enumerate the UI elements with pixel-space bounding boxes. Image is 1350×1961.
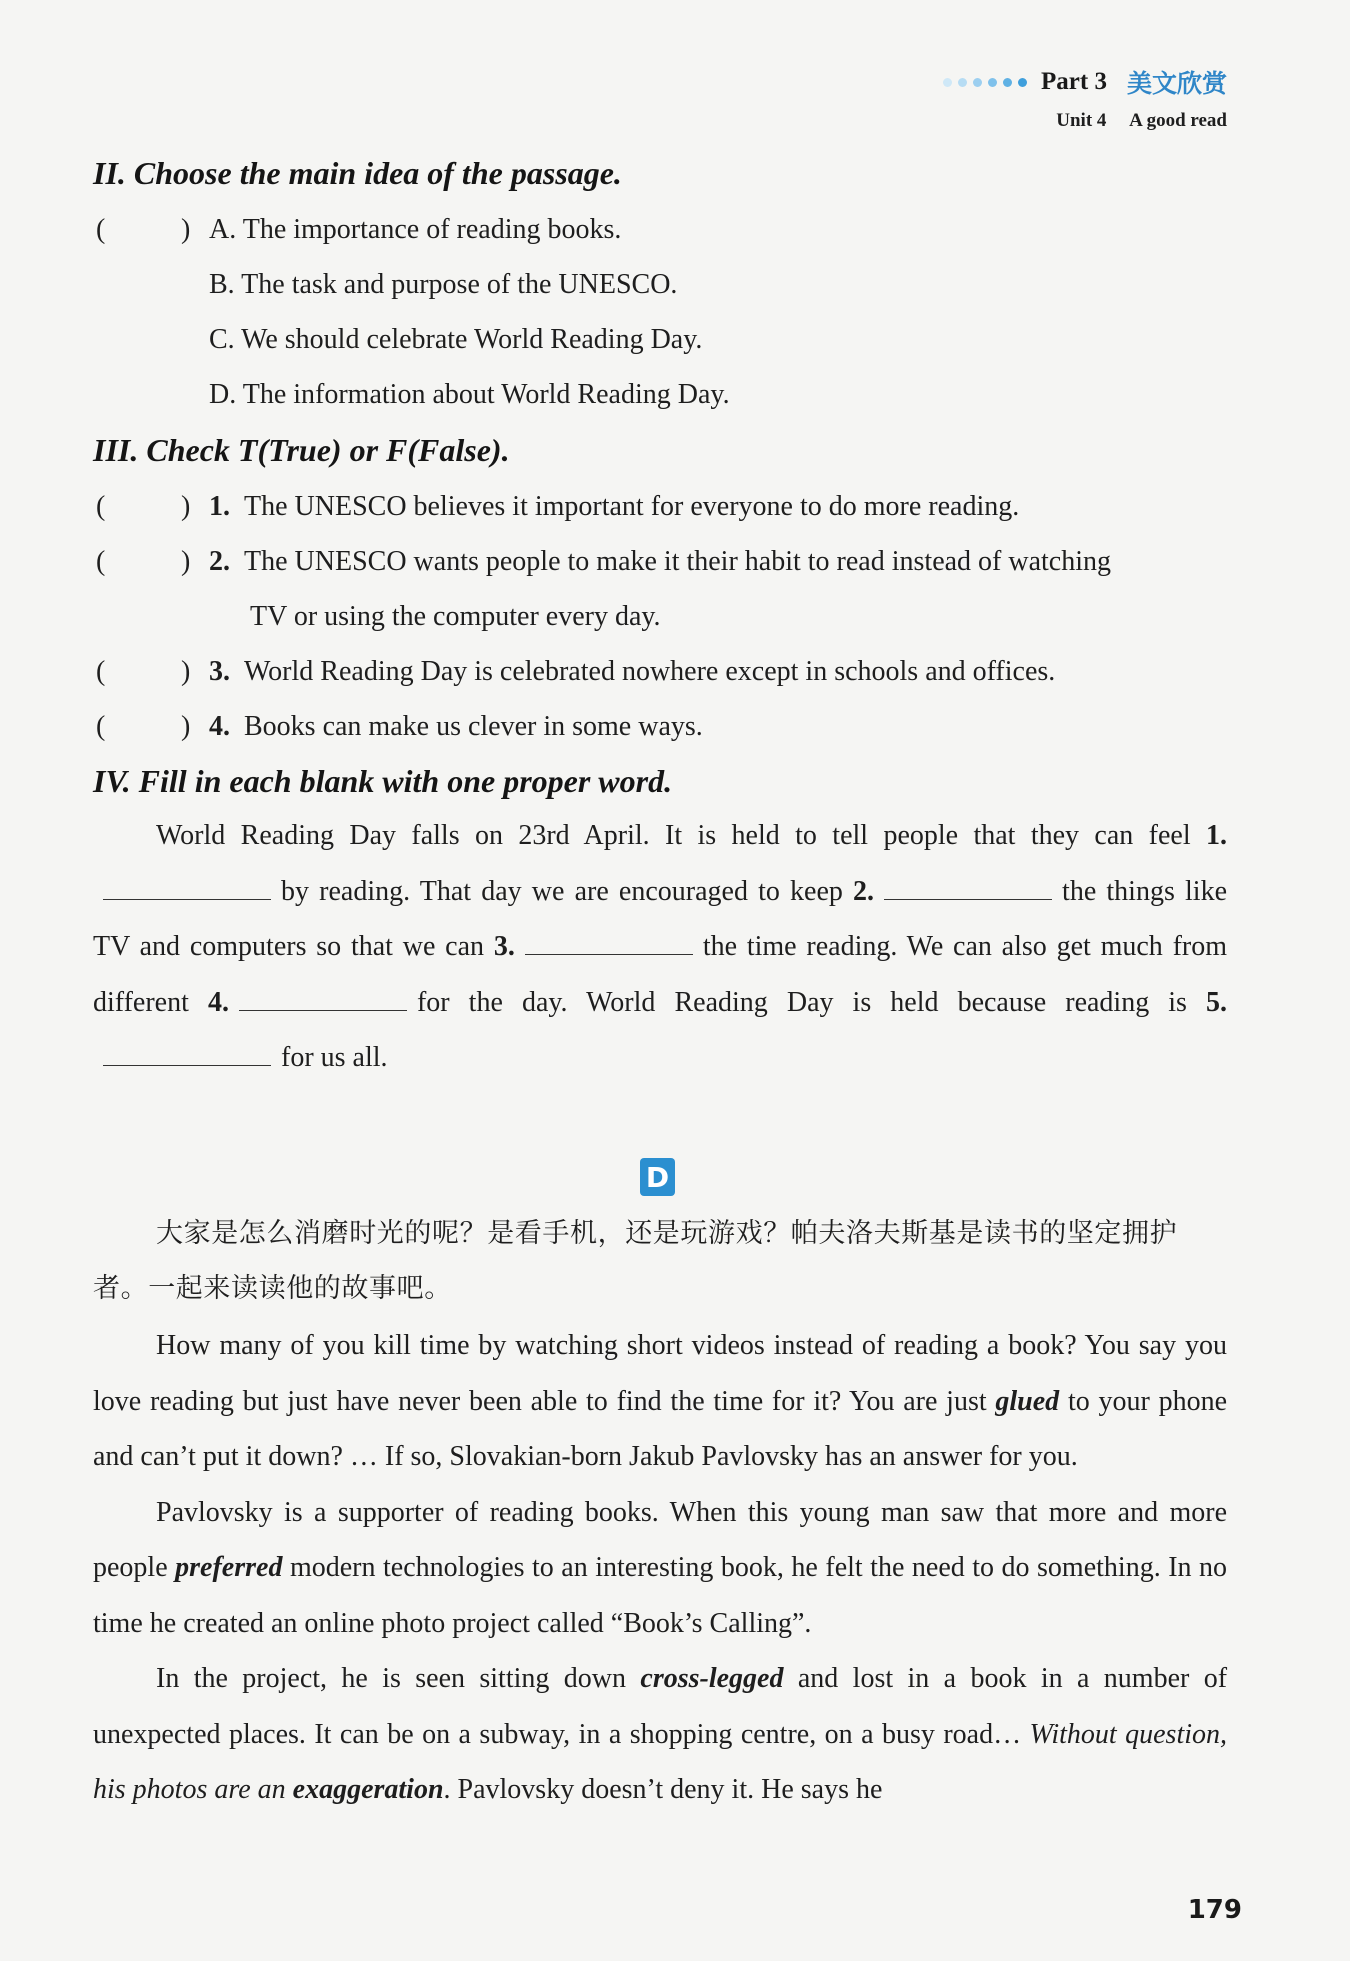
option-row <box>93 312 1227 367</box>
page-header <box>943 64 1227 132</box>
header-dot <box>958 78 967 87</box>
tf-item <box>93 534 1227 589</box>
option-row <box>93 257 1227 312</box>
tf-item <box>93 479 1227 534</box>
passage-text: How many of you kill time by watching short videos instead of reading a book? You say you love reading but just have never been able to find the time for it? You are just <box>93 1330 1227 1417</box>
tf-statement-continued: TV or using the computer every day. <box>250 601 661 632</box>
cloze-text: the time reading. We can also get much from different <box>93 931 1228 1018</box>
blank-number: 1. <box>1206 820 1228 851</box>
header-unit-title: A good read <box>1129 110 1227 131</box>
blank-number: 2. <box>853 875 875 907</box>
header-part: Part 3 <box>1041 68 1107 95</box>
option-row <box>93 367 1227 422</box>
passage-text: In the project, he is seen sitting down <box>156 1663 626 1694</box>
header-dot <box>1003 78 1012 87</box>
answer-paren-close: ) <box>181 711 191 742</box>
tf-item <box>93 699 1227 754</box>
header-dot <box>943 78 952 87</box>
tf-item-text <box>209 479 1019 534</box>
header-part-line <box>943 64 1227 100</box>
answer-paren-open: ( <box>96 656 106 687</box>
tf-item-number: 2. <box>209 546 230 577</box>
italic-phrase: his photos are an <box>93 1774 286 1805</box>
key-word-cross-legged: cross-legged <box>640 1663 784 1694</box>
tf-statement: The UNESCO wants people to make it their habit to read instead of watching <box>244 546 1112 577</box>
answer-paren-close: ) <box>181 491 191 522</box>
answer-paren-open: ( <box>96 546 106 577</box>
blank-2-line[interactable] <box>884 875 1052 900</box>
blank-1-line[interactable] <box>103 875 271 900</box>
passage-paragraph-2 <box>93 1485 1227 1652</box>
blank-number: 4. <box>207 986 229 1018</box>
answer-paren-close: ) <box>181 546 191 577</box>
key-word-glued: glued <box>995 1385 1060 1417</box>
cloze-text: the things like TV and computers so that we can <box>93 875 1227 962</box>
blank-number: 3. <box>493 931 515 962</box>
tf-item-text <box>209 534 1111 589</box>
cloze-paragraph <box>93 808 1227 1086</box>
answer-paren-close: ) <box>181 214 191 245</box>
passage-text: Pavlovsky is a supporter of reading books. When this young man saw that more and more people <box>93 1496 1227 1583</box>
option-a: A. The importance of reading books. <box>209 214 622 245</box>
section-main-idea <box>93 155 1227 422</box>
answer-paren-open: ( <box>96 491 106 522</box>
header-dot <box>988 78 997 87</box>
tf-statement: The UNESCO believes it important for everyone to do more reading. <box>244 491 1020 522</box>
section-d-passage <box>93 1206 1227 1818</box>
header-dots-decoration <box>943 78 1027 87</box>
header-dot <box>973 78 982 87</box>
passage-paragraph-3 <box>93 1651 1227 1818</box>
passage-paragraph-1 <box>93 1318 1227 1485</box>
passage-text: modern technologies to an interesting book, he felt the need to do something. In no time he created an online photo project called “Book’s Calling”. <box>93 1552 1228 1639</box>
cloze-text: by reading. That day we are encouraged to keep <box>281 875 843 907</box>
header-unit-line <box>943 110 1227 132</box>
option-c: C. We should celebrate World Reading Day. <box>209 324 703 355</box>
section-fill-blanks <box>93 763 1227 1086</box>
key-word-preferred: preferred <box>175 1552 283 1583</box>
answer-paren-open: ( <box>96 711 106 742</box>
blank-number: 5. <box>1206 986 1228 1018</box>
blank-5-line[interactable] <box>103 1041 271 1066</box>
blank-4-line[interactable] <box>239 986 407 1011</box>
section-title: II. Choose the main idea of the passage. <box>93 155 622 191</box>
passage-text: . Pavlovsky doesn’t deny it. He says he <box>443 1774 883 1805</box>
option-d: D. The information about World Reading Day. <box>209 379 730 410</box>
header-unit: Unit 4 <box>1056 110 1107 131</box>
section-d-badge: D <box>640 1158 675 1196</box>
section-true-false <box>93 432 1227 754</box>
tf-statement: World Reading Day is celebrated nowhere except in schools and offices. <box>244 656 1056 687</box>
cloze-text: for the day. World Reading Day is held because reading is <box>416 986 1187 1018</box>
section-title: III. Check T(True) or F(False). <box>93 432 510 468</box>
key-word-exaggeration: exaggeration <box>292 1774 444 1805</box>
cloze-text: World Reading Day falls on 23rd April. It is held to tell people that they can feel <box>156 820 1191 851</box>
tf-item-continuation <box>93 589 1227 644</box>
tf-statement: Books can make us clever in some ways. <box>244 711 703 742</box>
passage-text: to your phone and can’t put it down? … If so, Slovakian-born Jakub Pavlovsky has an answer for you. <box>93 1385 1228 1472</box>
tf-item-number: 3. <box>209 656 230 687</box>
cloze-text: for us all. <box>281 1042 388 1073</box>
tf-item <box>93 644 1227 699</box>
section-title: IV. Fill in each blank with one proper word. <box>93 763 673 799</box>
tf-item-text <box>209 644 1055 699</box>
header-part-chinese: 美文欣赏 <box>1126 69 1227 98</box>
chinese-intro: 大家是怎么消磨时光的呢？是看手机，还是玩游戏？帕夫洛夫斯基是读书的坚定拥护者。一起来读读他的故事吧。 <box>93 1218 1178 1304</box>
italic-phrase: Without question, <box>1029 1718 1227 1750</box>
header-dot <box>1018 78 1027 87</box>
blank-3-line[interactable] <box>525 930 693 955</box>
question-row <box>93 202 1227 257</box>
answer-paren-close: ) <box>181 656 191 687</box>
tf-item-text <box>209 699 703 754</box>
answer-paren-open: ( <box>96 214 106 245</box>
option-b: B. The task and purpose of the UNESCO. <box>209 269 678 300</box>
passage-text: and lost in a book in a number of unexpected places. It can be on a subway, in a shopping centre, on a busy road… <box>93 1663 1228 1750</box>
page-number: 179 <box>1187 1895 1242 1925</box>
tf-item-number: 1. <box>209 491 230 522</box>
tf-item-number: 4. <box>209 711 230 742</box>
